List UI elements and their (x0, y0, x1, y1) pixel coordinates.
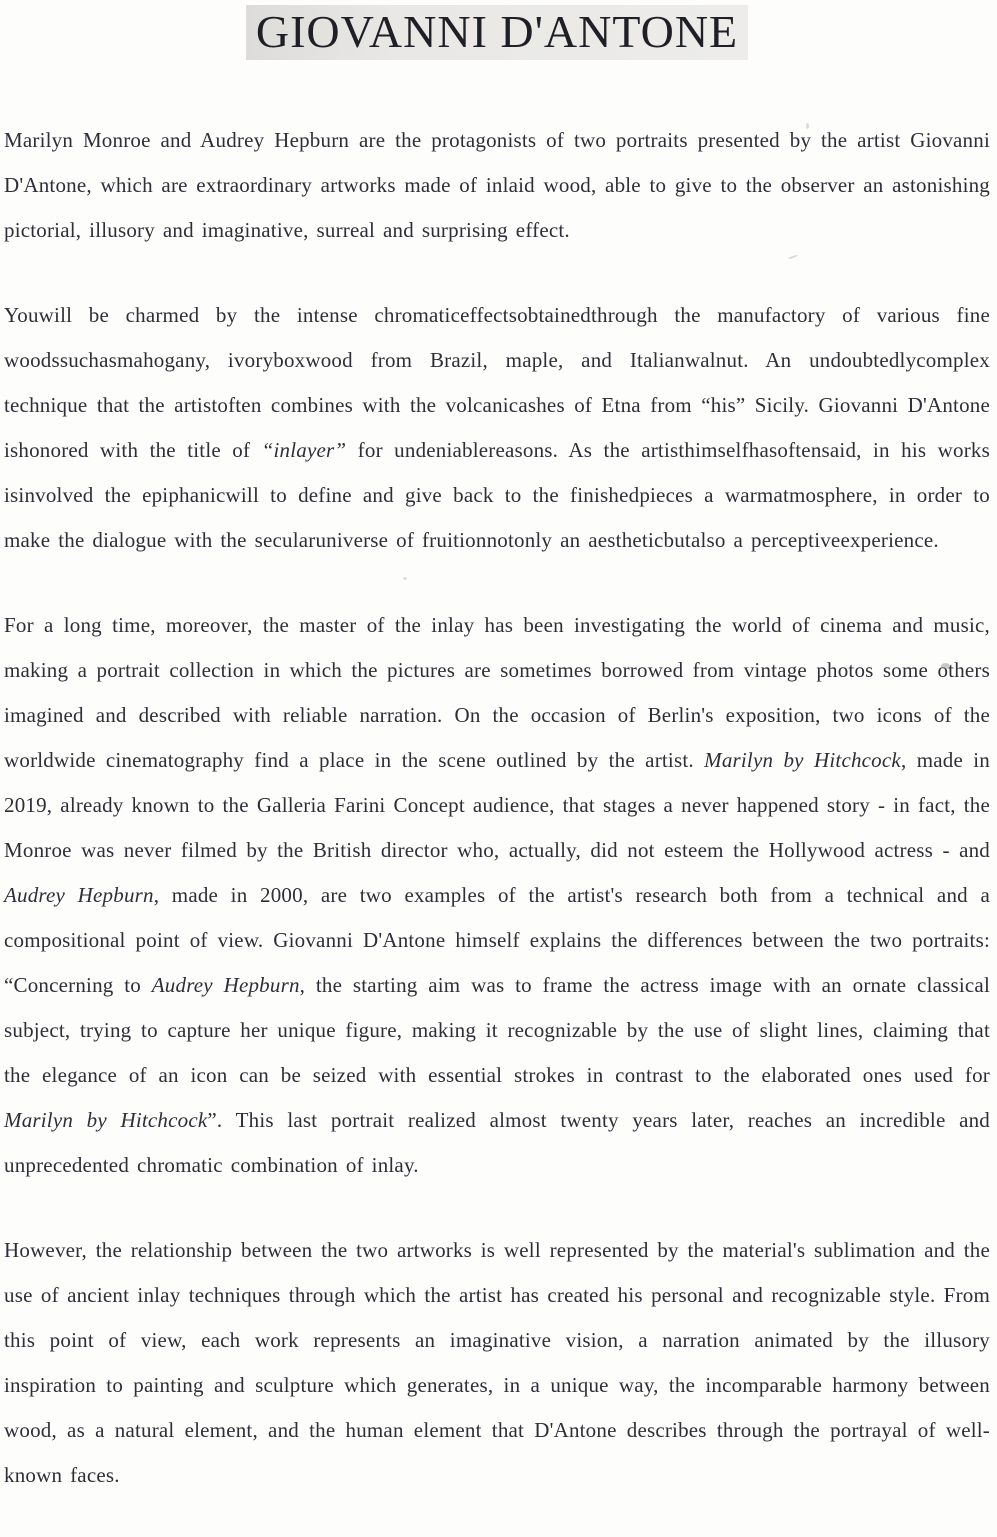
article-body (4, 118, 990, 1498)
text-run: for undeniablereasons. As the artisthimselfhasoftensaid, in his works isinvolved the epiphanicwill to define and give back to the finishedpieces a warmatmosphere, in order to make the dialogue with the secularuniverse of fruitionnotonly an aestheticbutalso a perceptiveexperience. (4, 438, 990, 552)
italic-text-run: “inlayer” (261, 438, 347, 462)
italic-text-run: Marilyn by Hitchcock (704, 748, 901, 772)
paragraph-portraits (4, 603, 990, 1188)
paragraph-technique (4, 293, 990, 563)
text-run: Youwill be charmed by the intense chromaticeffectsobtainedthrough the manufactory of various fine woodssuchasmahogany, ivoryboxwood from Brazil, maple, and Italianwalnut. An undoubtedlycomplex technique that the artistoften combines with the volcanicashes of Etna from “his” Sicily. Giovanni D'Antone ishonored with the title of (4, 303, 990, 462)
text-run: ”. This last portrait realized almost twenty years later, reaches an incredible and unprecedented chromatic combination of inlay. (4, 1108, 991, 1177)
page-title (4, 4, 990, 60)
scan-speck (403, 577, 407, 580)
text-run: However, the relationship between the two artworks is well represented by the material's sublimation and the use of ancient inlay techniques through which the artist has created his personal and recognizable style. From this point of view, each work represents an imaginative vision, a narration animated by the illusory inspiration to painting and sculpture which generates, in a unique way, the incomparable harmony between wood, as a natural element, and the human element that D'Antone describes through the portrayal of well-known faces. (4, 1238, 990, 1487)
text-run: , made in 2000, are two examples of the artist's research both from a technical and a compositional point of view. Giovanni D'Antone himself explains the differences between the two portraits: “Concerning to (4, 883, 990, 997)
scan-speck (806, 123, 809, 129)
paragraph-conclusion (4, 1228, 990, 1498)
text-run: , made in 2019, already known to the Galleria Farini Concept audience, that stages a never happened story - in fact, the Monroe was never filmed by the British director who, actually, did not esteem the Hollywood actress - and (4, 748, 991, 862)
text-run: For a long time, moreover, the master of the inlay has been investigating the world of cinema and music, making a portrait collection in which the pictures are sometimes borrowed from vintage photos some others imagined and described with reliable narration. On the occasion of Berlin's exposition, two icons of the worldwide cinematography find a place in the scene outlined by the artist. (4, 613, 990, 772)
page-title-text: GIOVANNI D'ANTONE (246, 5, 748, 60)
text-run: , the starting aim was to frame the actress image with an ornate classical subject, trying to capture her unique figure, making it recognizable by the use of slight lines, claiming that the elegance of an icon can be seized with essential strokes in contrast to the elaborated ones used for (4, 973, 990, 1087)
italic-text-run: Audrey Hepburn (151, 973, 300, 997)
text-run: Marilyn Monroe and Audrey Hepburn are the protagonists of two portraits presented by the artist Giovanni D'Antone, which are extraordinary artworks made of inlaid wood, able to give to the observer an astonishing pictorial, illusory and imaginative, surreal and surprising effect. (4, 128, 990, 242)
scan-speck (941, 663, 950, 669)
paragraph-intro (4, 118, 990, 253)
italic-text-run: Marilyn by Hitchcock (4, 1108, 208, 1132)
italic-text-run: Audrey Hepburn (4, 883, 154, 907)
